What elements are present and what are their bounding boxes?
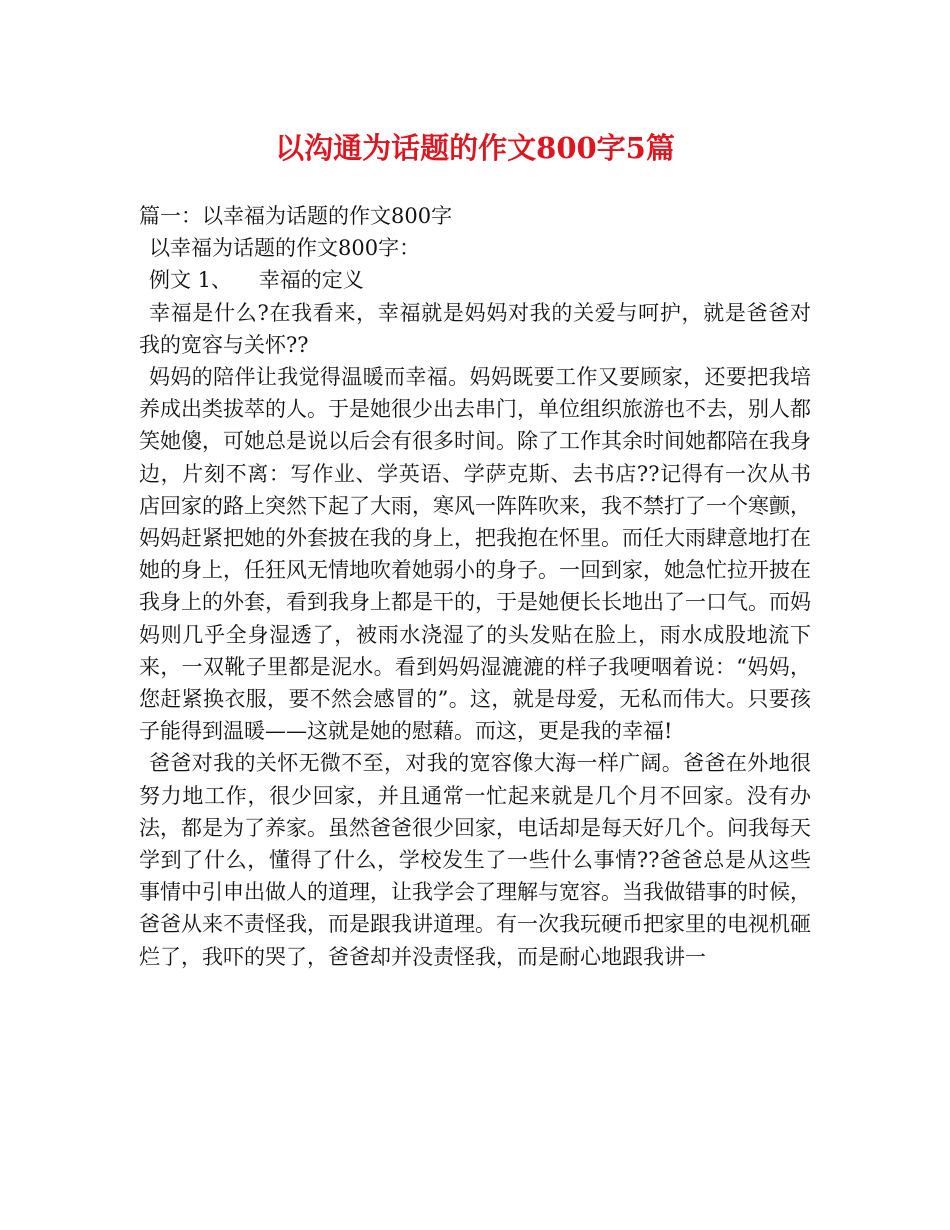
paragraph: 妈妈的陪伴让我觉得温暖而幸福。妈妈既要工作又要顾家，还要把我培养成出类拔萃的人。于是她很少出去串门，单位组织旅游也不去，别人都笑她傻，可她总是说以后会有很多时间。除了工作其余时间她都陪在我身边，片刻不离：写作业、学英语、学萨克斯、去书店??记得有一次从书店回家的路上突然下起了大雨，寒风一阵阵吹来，我不禁打了一个寒颤，妈妈赶紧把她的外套披在我的身上，把我抱在怀里。而任大雨肆意地打在她的身上，任狂风无情地吹着她弱小的身子。一回到家，她急忙拉开披在我身上的外套，看到我身上都是干的，于是她便长长地出了一口气。而妈妈则几乎全身湿透了，被雨水浇湿了的头发贴在脸上，雨水成股地流下来，一双靴子里都是泥水。看到妈妈湿漉漉的样子我哽咽着说：“妈妈，您赶紧换衣服，要不然会感冒的”。这，就是母爱，无私而伟大。只要孩子能得到温暖——这就是她的慰藉。而这，更是我的幸福! bbox=[139, 365, 811, 744]
paragraph: 幸福是什么?在我看来，幸福就是妈妈对我的关爱与呵护，就是爸爸对我的宽容与关怀?? bbox=[139, 300, 811, 357]
example-label: 例文 1、 幸福的定义 bbox=[149, 268, 364, 293]
subheading: 以幸福为话题的作文800字： bbox=[149, 236, 421, 261]
section-heading: 篇一：以幸福为话题的作文800字 bbox=[139, 204, 453, 228]
document-title: 以沟通为话题的作文800字5篇 bbox=[275, 131, 675, 165]
paragraph: 爸爸对我的关怀无微不至，对我的宽容像大海一样广阔。爸爸在外地很努力地工作，很少回家，并且通常一忙起来就是几个月不回家。没有办法，都是为了养家。虽然爸爸很少回家，电话却是每天好几个。问我每天学到了什么，懂得了什么，学校发生了一些什么事情??爸爸总是从这些事情中引申出做人的道理，让我学会了理解与宽容。当我做错事的时候，爸爸从来不责怪我，而是跟我讲道理。有一次我玩硬币把家里的电视机砸烂了，我吓的哭了，爸爸却并没责怪我，而是耐心地跟我讲一 bbox=[139, 751, 811, 969]
document-body bbox=[139, 200, 811, 973]
